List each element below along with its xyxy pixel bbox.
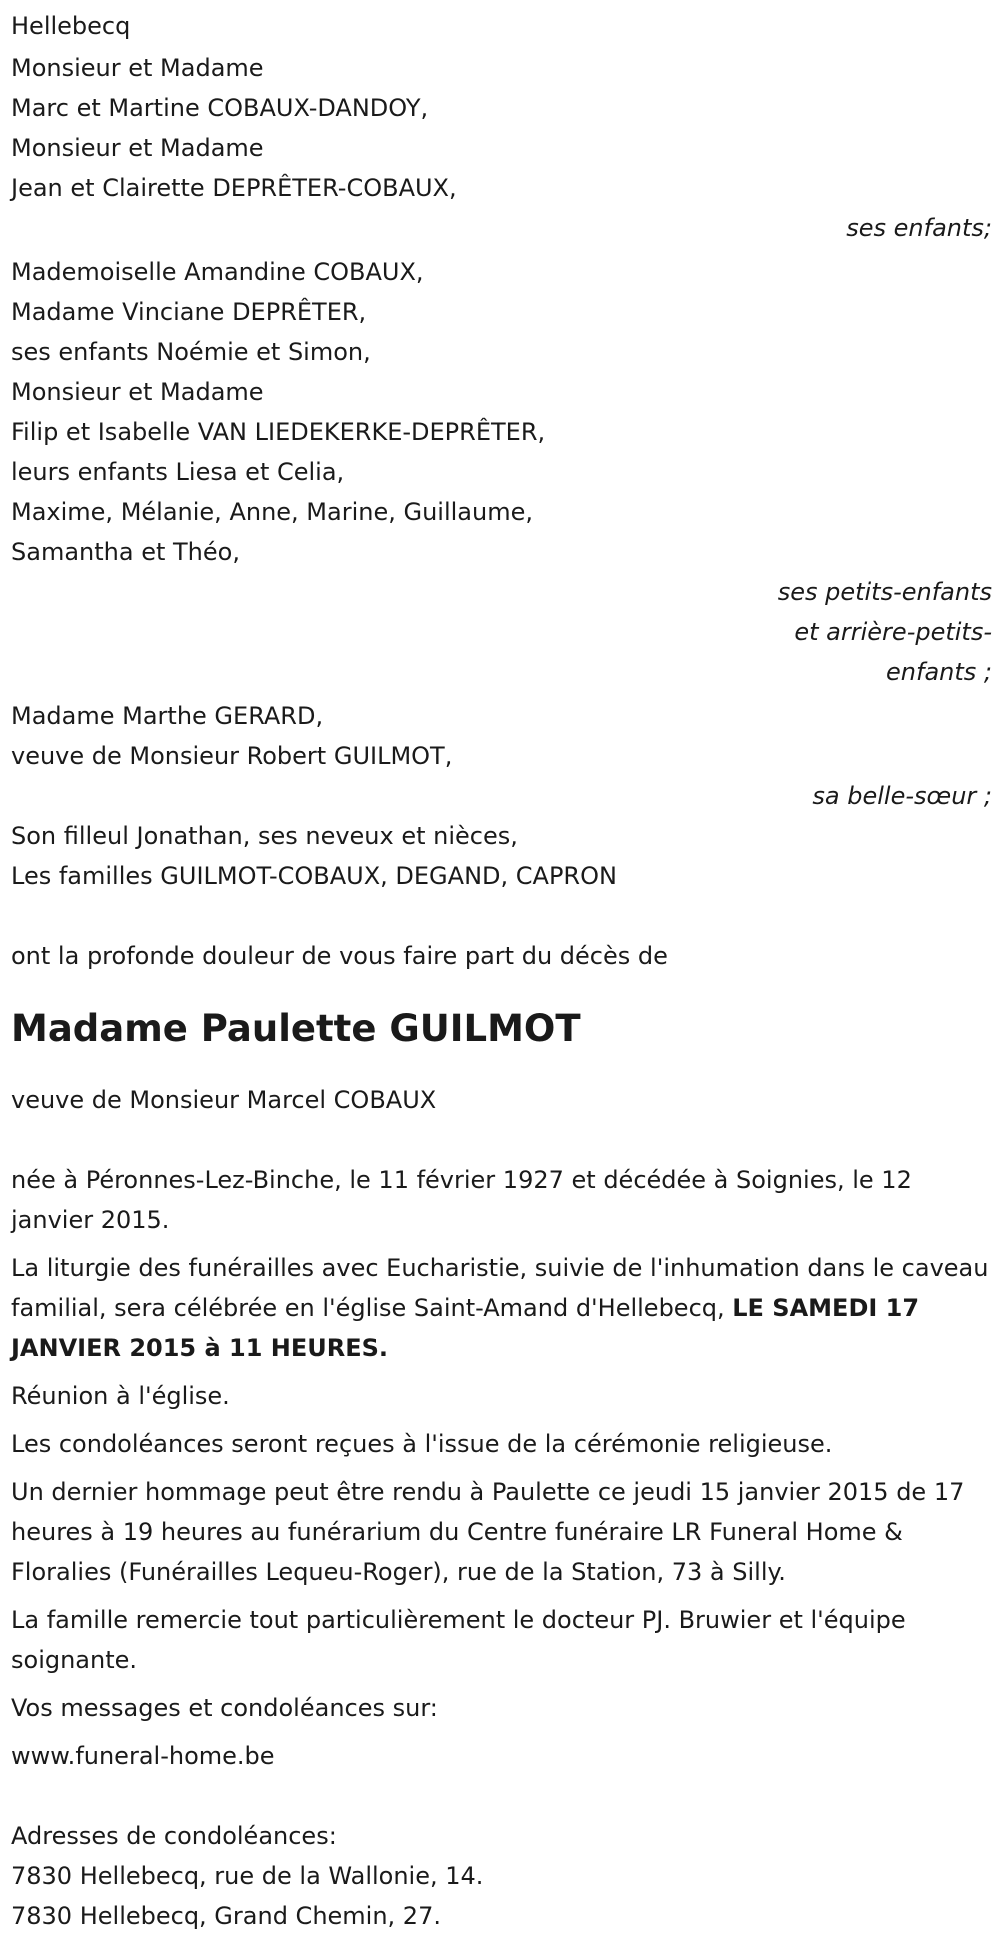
address-line: 7830 Hellebecq, rue de la Wallonie, 14.: [11, 1862, 484, 1890]
family-line: Monsieur et Madame: [11, 378, 264, 406]
grandchildren-group: [11, 252, 996, 692]
role-label: sa belle-sœur ;: [812, 782, 992, 810]
family-line: leurs enfants Liesa et Celia,: [11, 458, 345, 486]
family-line: Samantha et Théo,: [11, 538, 240, 566]
family-line: Jean et Clairette DEPRÊTER-COBAUX,: [11, 174, 457, 202]
family-line: Filip et Isabelle VAN LIEDEKERKE-DEPRÊTER,: [11, 418, 546, 446]
sister-in-law-group: [11, 696, 996, 816]
liturgy-text: La liturgie des funérailles avec Eucharistie, suivie de l'inhumation dans le caveau familial, sera célébrée en l'église Saint-Amand d'Hellebecq,: [11, 1254, 989, 1322]
family-line: Madame Vinciane DEPRÊTER,: [11, 298, 367, 326]
thanks-paragraph: La famille remercie tout particulièrement le docteur PJ. Bruwier et l'équipe soignante.: [11, 1606, 906, 1674]
others-group: [11, 816, 996, 896]
role-label: enfants ;: [886, 658, 992, 686]
condolence-addresses: [11, 1816, 996, 1936]
liturgy-paragraph: [11, 1248, 996, 1368]
widow-of-text: veuve de Monsieur Marcel COBAUX: [11, 1086, 437, 1114]
location-header: Hellebecq: [11, 12, 131, 40]
family-line: Son filleul Jonathan, ses neveux et nièces,: [11, 822, 518, 850]
family-line: Monsieur et Madame: [11, 54, 264, 82]
role-label: ses enfants;: [846, 214, 992, 242]
family-line: Maxime, Mélanie, Anne, Marine, Guillaume,: [11, 498, 533, 526]
address-line: 7830 Hellebecq, Grand Chemin, 27.: [11, 1902, 441, 1930]
family-line: Marc et Martine COBAUX-DANDOY,: [11, 94, 429, 122]
role-label: ses petits-enfants: [777, 578, 992, 606]
announcement-text: ont la profonde douleur de vous faire part du décès de: [11, 942, 668, 970]
family-line: Mademoiselle Amandine COBAUX,: [11, 258, 424, 286]
deceased-name: Madame Paulette GUILMOT: [11, 1007, 581, 1050]
condolences-info: Les condoléances seront reçues à l'issue de la cérémonie religieuse.: [11, 1430, 833, 1458]
birth-death-text: née à Péronnes-Lez-Binche, le 11 février 1927 et décédée à Soignies, le 12 janvier 2015.: [11, 1166, 912, 1234]
family-line: Monsieur et Madame: [11, 134, 264, 162]
family-line: ses enfants Noémie et Simon,: [11, 338, 371, 366]
messages-label: Vos messages et condoléances sur:: [11, 1694, 438, 1722]
meeting-text: Réunion à l'église.: [11, 1382, 230, 1410]
addresses-label: Adresses de condoléances:: [11, 1822, 337, 1850]
obituary-content: [11, 6, 996, 1936]
website-link[interactable]: www.funeral-home.be: [11, 1742, 275, 1770]
liturgy-date: LE SAMEDI 17 JANVIER 2015 à 11 HEURES.: [11, 1294, 920, 1362]
role-label: et arrière-petits-: [794, 618, 992, 646]
family-line: veuve de Monsieur Robert GUILMOT,: [11, 742, 453, 770]
tribute-paragraph: Un dernier hommage peut être rendu à Paulette ce jeudi 15 janvier 2015 de 17 heures à 19 heures au funérarium du Centre funéraire LR Funeral Home & Floralies (Funérailles Lequeu-Roger), rue de la Station, 73 à Silly.: [11, 1478, 965, 1586]
children-group: [11, 48, 996, 248]
family-line: Madame Marthe GERARD,: [11, 702, 324, 730]
family-line: Les familles GUILMOT-COBAUX, DEGAND, CAPRON: [11, 862, 617, 890]
